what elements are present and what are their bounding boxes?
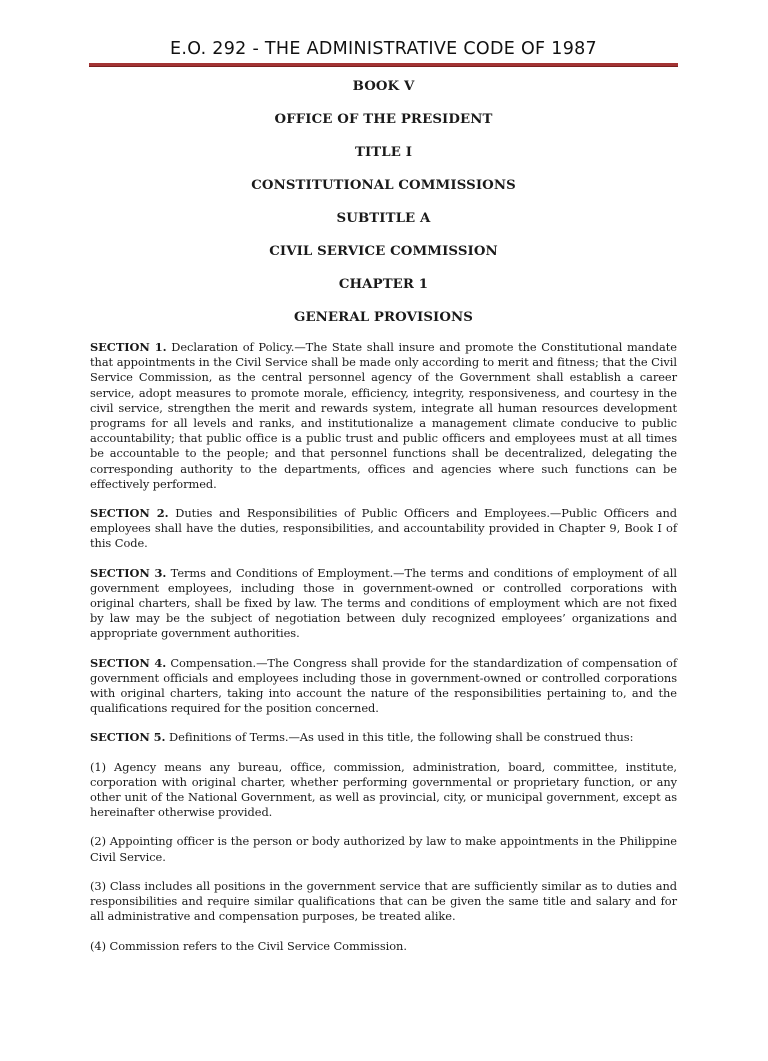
- section-text: Terms and Conditions of Employment.—The terms and conditions of employment of all government employees, including those in government-owned or controlled corporations with original charters, shall be fixed by law. The terms and conditions of employment which are not fixed by law may be the subject of negotiation between duly recognized employees’ organizations and appropriate government authorities.: [90, 565, 677, 641]
- commissions-heading: CONSTITUTIONAL COMMISSIONS: [251, 178, 516, 193]
- section-text: Compensation.—The Congress shall provide for the standardization of compensation of government officials and employees including those in government-owned or controlled corporations with original charters, taking into account the nature of the responsibilities pertaining to, and the qualifications required for the position concerned.: [90, 655, 677, 716]
- header-rule: [89, 63, 678, 67]
- section-label: SECTION 1.: [90, 340, 167, 354]
- section-3: [90, 566, 677, 642]
- section-label: SECTION 3.: [90, 565, 167, 580]
- title-heading: TITLE I: [354, 145, 413, 160]
- section-5: [90, 730, 677, 745]
- section-label: SECTION 5.: [90, 730, 166, 745]
- section-text: Duties and Responsibilities of Public Officers and Employees.—Public Officers and employees shall have the duties, responsibilities, and accountability provided in Chapter 9, Book I of this Code.: [90, 506, 677, 551]
- section-text: Declaration of Policy.—The State shall insure and promote the Constitutional mandate that appointments in the Civil Service shall be made only according to merit and fitness; that the Civil Service Commission, as the central personnel agency of the Government shall establish a career service, adopt measures to promote morale, efficiency, integrity, responsiveness, and courtesy in the civil service, strengthen the merit and rewards system, integrate all human resources development programs for all levels and ranks, and institutionalize a management climate conducive to public accountability; that public office is a public trust and public officers and employees must at all times be accountable to the people; and that personnel functions shall be decentralized, delegating the corresponding authority to the departments, offices and agencies where such functions can be effectively performed.: [90, 340, 677, 491]
- document-page: [0, 37, 768, 1061]
- definition-class: (3) Class includes all positions in the government service that are sufficiently similar as to duties and responsibilities and require similar qualifications that can be given the same title and salary and for all administrative and compensation purposes, be treated alike.: [90, 878, 677, 924]
- section-2: [90, 506, 677, 552]
- section-1: [90, 340, 677, 492]
- subtitle-heading: SUBTITLE A: [336, 211, 431, 226]
- office-heading: OFFICE OF THE PRESIDENT: [274, 112, 493, 127]
- headings-block: [90, 79, 677, 326]
- civil-service-heading: CIVIL SERVICE COMMISSION: [269, 244, 498, 259]
- section-4: [90, 656, 677, 717]
- definition-agency: (1) Agency means any bureau, office, commission, administration, board, committee, institute, corporation with original charter, whether performing governmental or proprietary function, or any other unit of the National Government, as well as provincial, city, or municipal government, except as hereinafter otherwise provided.: [90, 759, 677, 820]
- section-label: SECTION 4.: [90, 655, 167, 670]
- chapter-heading: CHAPTER 1: [338, 277, 429, 292]
- section-text: Definitions of Terms.—As used in this title, the following shall be construed thus:: [165, 730, 634, 745]
- book-heading: BOOK V: [352, 79, 415, 94]
- document-header: E.O. 292 - THE ADMINISTRATIVE CODE OF 1987: [169, 39, 597, 59]
- definition-appointing-officer: (2) Appointing officer is the person or body authorized by law to make appointments in the Philippine Civil Service.: [90, 834, 677, 864]
- definition-commission: (4) Commission refers to the Civil Service Commission.: [90, 938, 407, 953]
- general-provisions-heading: GENERAL PROVISIONS: [293, 310, 474, 325]
- section-label: SECTION 2.: [90, 506, 169, 521]
